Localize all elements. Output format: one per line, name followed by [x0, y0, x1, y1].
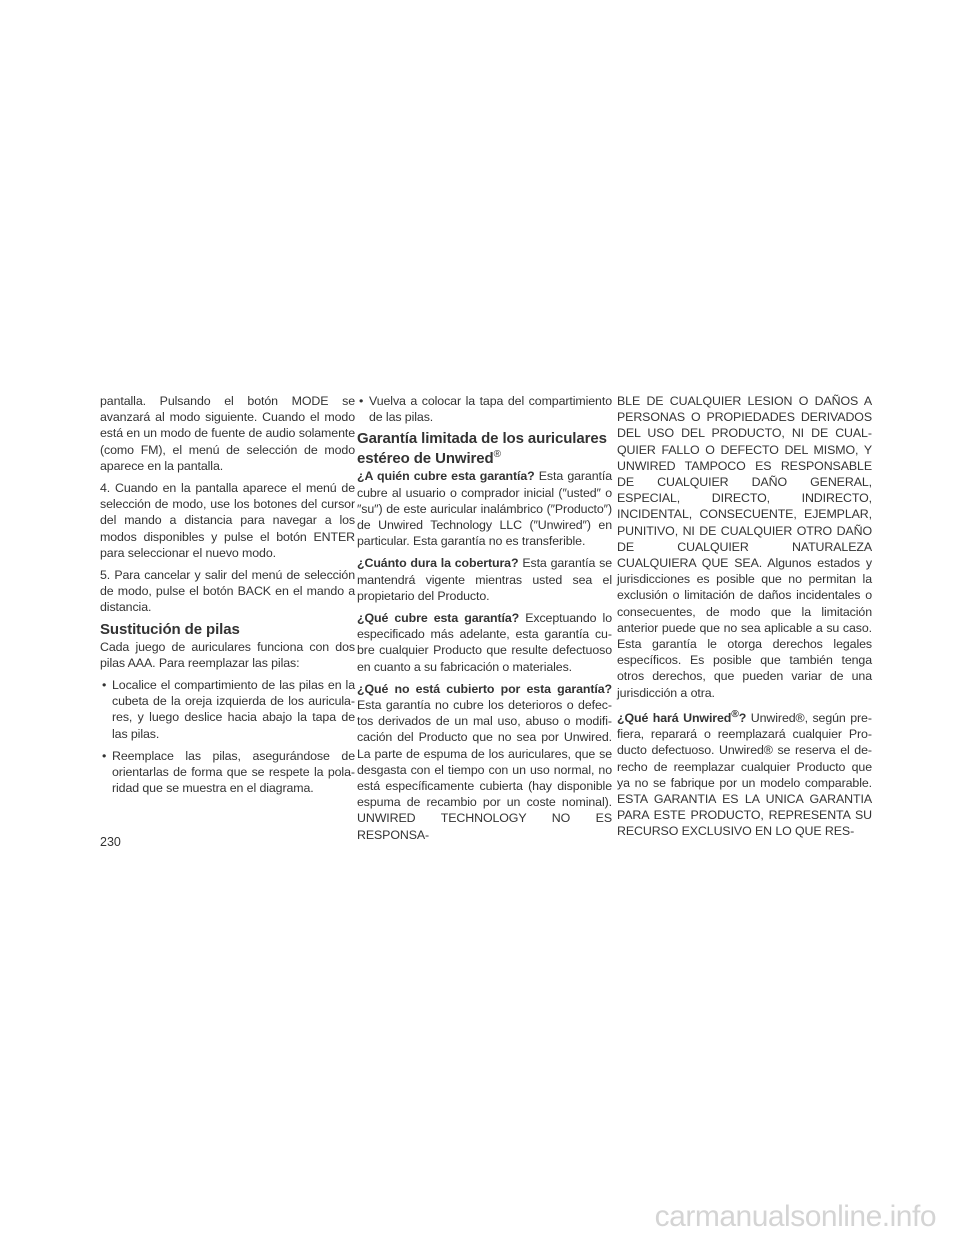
heading-line: Garantía limitada de los auriculares: [357, 430, 607, 448]
heading-line: estéreo de Unwired: [357, 450, 494, 468]
bullet-icon: •: [102, 748, 107, 763]
question: ¿Cuánto dura la cobertura?: [357, 556, 519, 571]
question: ¿Qué cubre esta garantía?: [357, 611, 520, 626]
bullet-item: [100, 748, 355, 797]
question-text: ¿Qué hará Unwired: [617, 710, 732, 725]
bullet-text: Localice el compartimiento de las pilas en la cubeta de la oreja izquierda de los auriculares, y luego deslice hacia abajo la tapa de las pilas.: [112, 678, 355, 741]
bullet-icon: •: [359, 394, 364, 408]
question: ¿A quién cubre esta garantía?: [357, 469, 535, 484]
section-heading-battery-replacement: Sustitución de pilas: [100, 620, 240, 638]
bullet-item: [100, 677, 355, 742]
section-heading-warranty: [357, 431, 612, 467]
paragraph: Cada juego de auriculares funciona con dos pilas AAA. Para reemplazar las pilas:: [100, 639, 355, 670]
question: ¿Qué no está cubierto por esta garantía?: [357, 681, 612, 696]
text-column-3: [617, 393, 872, 846]
question-mark: ?: [738, 710, 747, 725]
registered-mark: ®: [493, 449, 501, 461]
question: [617, 708, 747, 725]
warranty-paragraph: [357, 610, 612, 675]
paragraph: 5. Para cancelar y salir del menú de selección de modo, pulse el botón BACK en el mando a distancia.: [100, 568, 355, 615]
page-number: 230: [100, 835, 121, 849]
bullet-text: Vuelva a colocar la tapa del compartimiento de las pilas.: [369, 394, 612, 425]
paragraph: 4. Cuando en la pantalla aparece el menú de selección de modo, use los botones del cursor del mando a distancia para navegar a los modos disponibles y pulse el botón ENTER para seleccionar el nuevo modo.: [100, 481, 355, 560]
answer: Esta garantía se mantendrá vigente mientras usted sea el propietario del Producto.: [357, 556, 612, 603]
warranty-paragraph: [357, 681, 612, 843]
answer: Unwired®, según prefiera, reparará o reemplazará cualquier Producto defectuoso. Unwired® se reserva el derecho de reemplazar cualquier Producto que ya no se fabrique por un modelo comparable. ESTA GARANTIA ES LA UNICA GARANTIA PARA ESTE PRODUCTO, REPRESENTA SU RECURSO EXCLUSIVO EN LO QUE RES-: [617, 710, 872, 839]
registered-mark: ®: [731, 708, 739, 720]
bullet-item: [357, 393, 612, 425]
warranty-paragraph: [357, 468, 612, 549]
text-column-2: [357, 393, 612, 849]
paragraph: pantalla. Pulsando el botón MODE se avanzará al modo siguiente. Cuando el modo está en un modo de fuente de audio solamente (como FM), el menú de selección de modo aparece en la pantalla.: [100, 394, 355, 473]
warranty-paragraph: [617, 707, 872, 840]
bullet-text: Reemplace las pilas, asegurándose de orientarlas de forma que se respete la polaridad que se muestra en el diagrama.: [112, 748, 355, 796]
answer: Exceptuando lo especificado más adelante, esta garantía cubre cualquier Producto que resulte defectuoso en cuanto a su fabricación o materiales.: [357, 611, 612, 674]
text-column-1: [100, 393, 355, 802]
bullet-icon: •: [102, 678, 107, 693]
answer: Esta garantía no cubre los deterioros o defectos derivados de un mal uso, abuso o modificación del Producto que no sea por Unwired. La parte de espuma de los auriculares, que se desgasta con el tiempo con un uso normal, no está específicamente cubierta (hay disponible espuma de recambio por un coste nominal). UNWIRED TECHNOLOGY NO ES RESPONSA-: [357, 698, 612, 842]
watermark: carmanualsonline.info: [654, 1200, 936, 1233]
warranty-paragraph: [357, 555, 612, 604]
answer: Esta garantía cubre al usuario o comprador inicial (″usted″ o ″su″) de este auricular inalámbrico (″Producto″) de Unwired Technology LLC (″Unwired″) en particular. Esta garantía no es transferible.: [357, 469, 612, 549]
paragraph: BLE DE CUALQUIER LESION O DAÑOS A PERSONAS O PROPIEDADES DERIVADOS DEL USO DEL PRODUCTO, NI DE CUALQUIER FALLO O DEFECTO DEL MISMO, Y UNWIRED TAMPOCO ES RESPONSABLE DE CUALQUIER DAÑO GENERAL, ESPECIAL, DIRECTO, INDIRECTO, INCIDENTAL, CONSECUENTE, EJEMPLAR, PUNITIVO, NI DE CUALQUIER OTRO DAÑO DE CUALQUIER NATURALEZA CUALQUIERA QUE SEA. Algunos estados y jurisdicciones es posible que no permitan la exclusión o limitación de daños incidentales o consecuentes, de modo que la limitación anterior puede que no sea aplicable a su caso. Esta garantía le otorga derechos legales específicos. Es posible que también tenga otros derechos, que pueden variar de una jurisdicción a otra.: [617, 394, 872, 700]
